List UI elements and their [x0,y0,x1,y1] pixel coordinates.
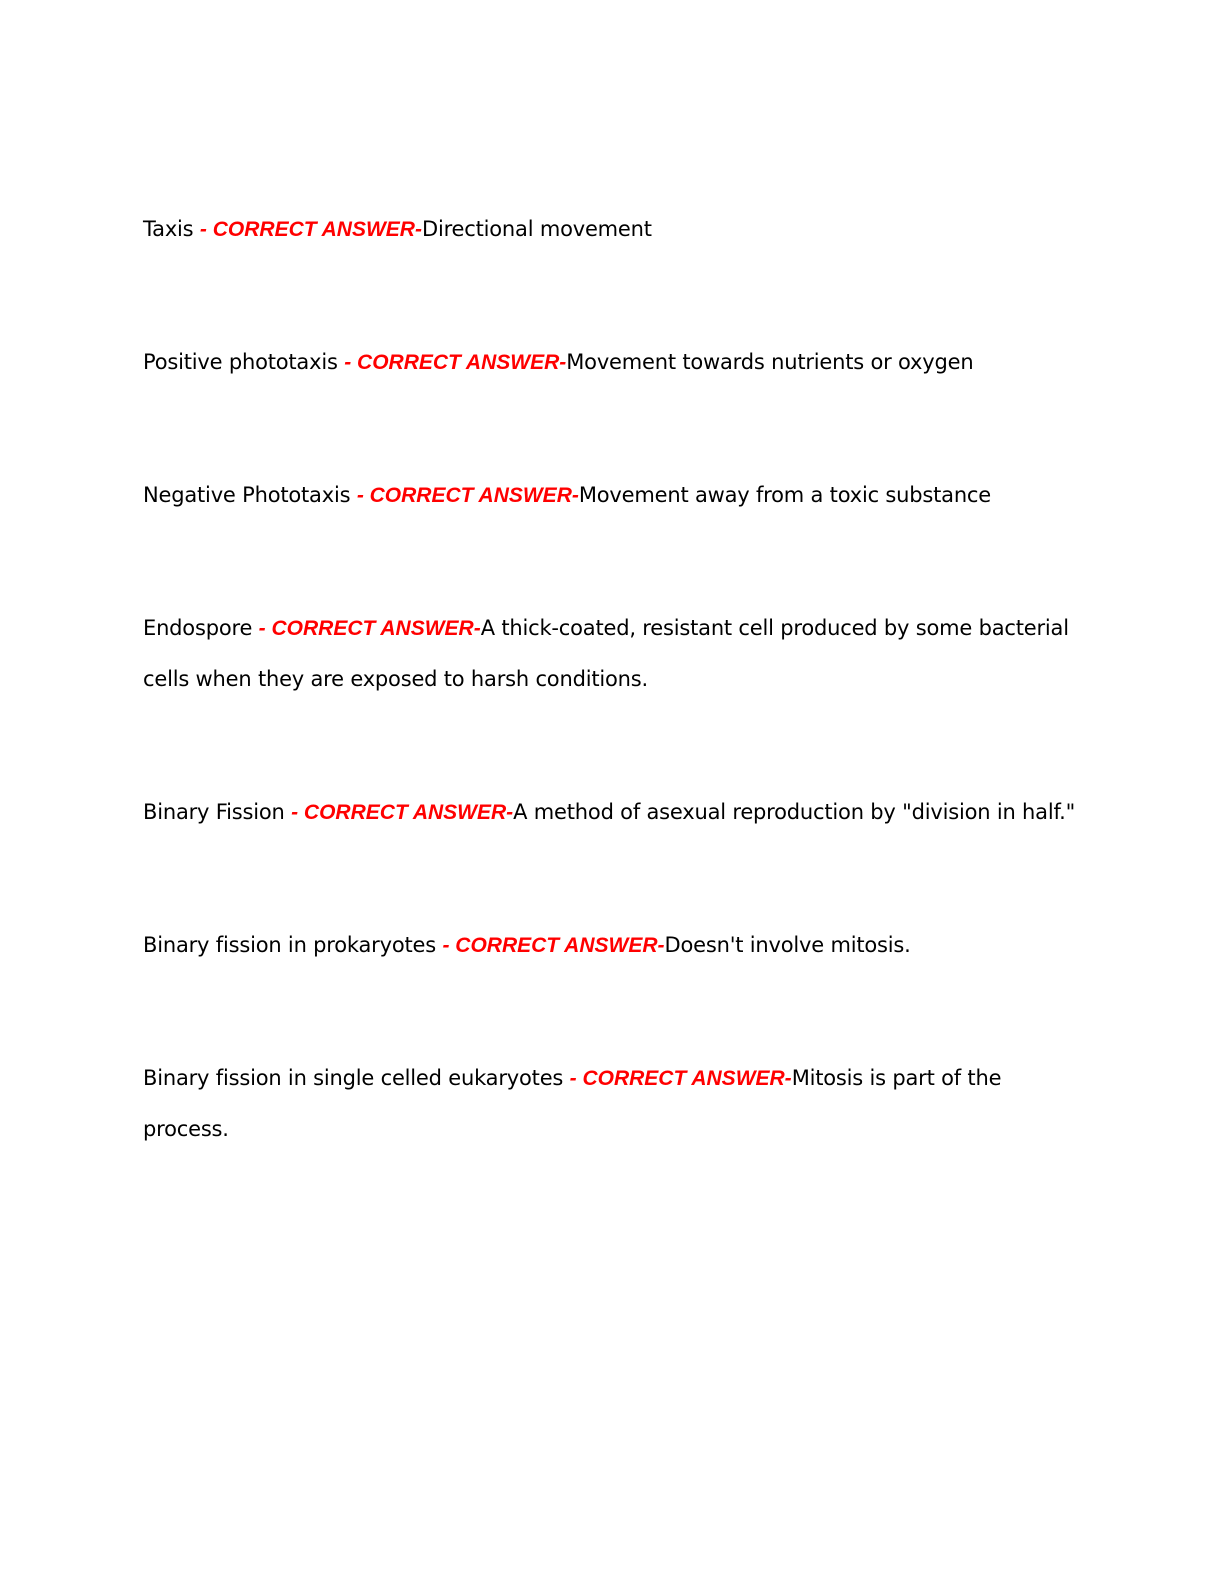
answer: Mitosis is part of the process. [143,1066,1002,1141]
answer: Directional movement [421,217,652,241]
answer: A thick-coated, resistant cell produced by some bacterial cells when they are exposed to harsh conditions. [143,616,1069,691]
correct-answer-separator: - CORRECT ANSWER- [356,484,579,507]
answer: Movement towards nutrients or oxygen [566,350,974,374]
flashcard-entry [143,1053,1083,1155]
answer: A method of asexual reproduction by "division in half." [513,800,1076,824]
term: Positive phototaxis [143,350,338,374]
flashcard-entry [143,204,1083,255]
correct-answer-separator: - CORRECT ANSWER- [569,1067,792,1090]
correct-answer-separator: - CORRECT ANSWER- [291,801,514,824]
term: Binary Fission [143,800,285,824]
flashcard-entry [143,787,1083,838]
flashcard-entry [143,470,1083,521]
correct-answer-separator: - CORRECT ANSWER- [258,617,481,640]
flashcard-list [143,204,1083,1155]
term: Endospore [143,616,253,640]
correct-answer-separator: - CORRECT ANSWER- [442,934,665,957]
term: Negative Phototaxis [143,483,351,507]
flashcard-entry [143,920,1083,971]
term: Binary fission in single celled eukaryotes [143,1066,564,1090]
term: Binary fission in prokaryotes [143,933,436,957]
correct-answer-separator: - CORRECT ANSWER- [199,218,422,241]
flashcard-entry [143,337,1083,388]
correct-answer-separator: - CORRECT ANSWER- [344,351,567,374]
answer: Doesn't involve mitosis. [664,933,911,957]
answer: Movement away from a toxic substance [578,483,991,507]
flashcard-entry [143,603,1083,705]
term: Taxis [143,217,194,241]
